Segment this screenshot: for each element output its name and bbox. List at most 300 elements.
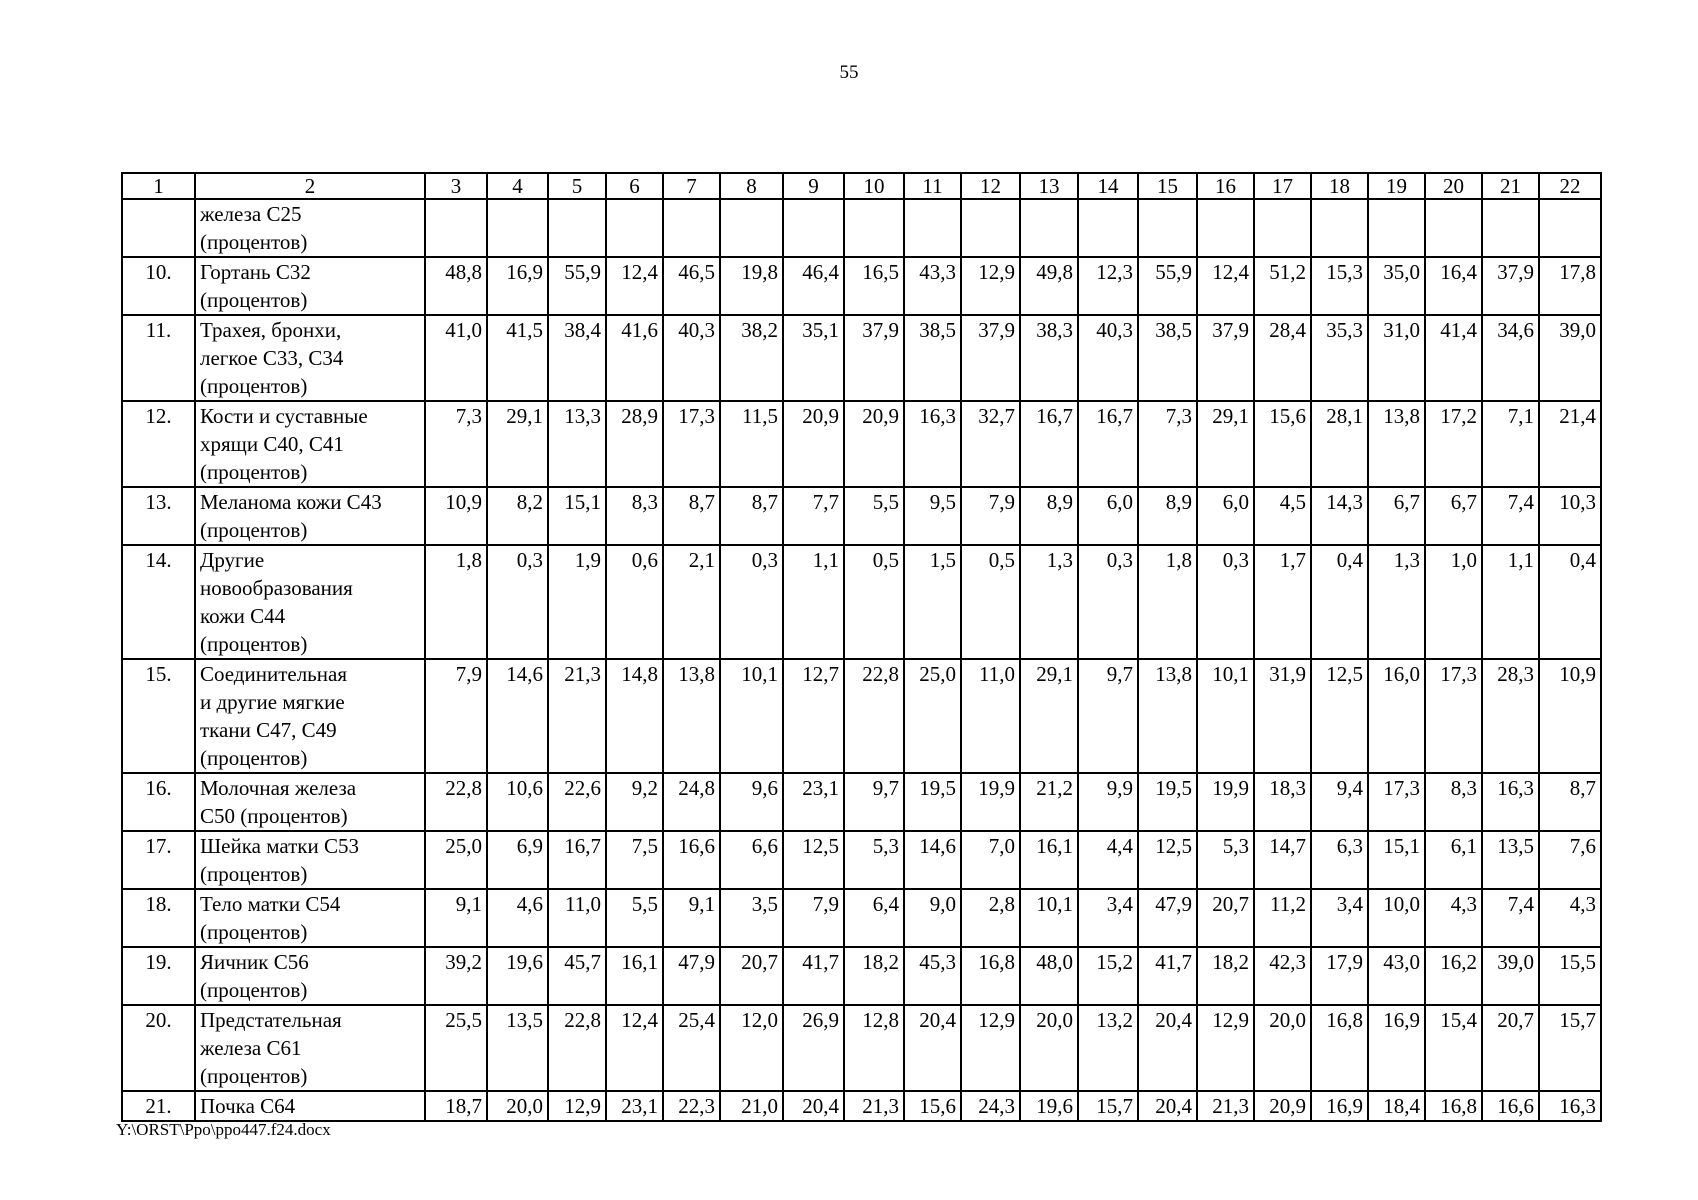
table-cell: 38,5 bbox=[904, 315, 961, 401]
table-cell: 24,8 bbox=[663, 773, 720, 831]
table-cell: 11,0 bbox=[961, 659, 1020, 773]
row-label-line: (процентов) bbox=[200, 518, 308, 542]
row-label-line: новообразования bbox=[200, 576, 353, 600]
row-number: 14. bbox=[122, 545, 195, 659]
table-row bbox=[122, 1091, 1601, 1121]
row-label-line: (процентов) bbox=[200, 230, 308, 254]
column-header: 6 bbox=[606, 173, 663, 199]
table-cell: 13,5 bbox=[487, 1005, 548, 1091]
table-cell: 6,7 bbox=[1425, 487, 1482, 545]
table-cell: 12,9 bbox=[961, 257, 1020, 315]
table-cell: 7,4 bbox=[1482, 487, 1539, 545]
table-cell: 0,3 bbox=[487, 545, 548, 659]
table-cell: 12,9 bbox=[548, 1091, 606, 1121]
row-label-line: Меланома кожи C43 bbox=[200, 490, 382, 514]
table-cell: 24,3 bbox=[961, 1091, 1020, 1121]
table-cell: 1,5 bbox=[904, 545, 961, 659]
table-cell: 19,9 bbox=[1197, 773, 1254, 831]
table-cell: 4,6 bbox=[487, 889, 548, 947]
table-cell: 16,7 bbox=[1020, 401, 1078, 487]
column-header: 15 bbox=[1138, 173, 1197, 199]
row-number: 19. bbox=[122, 947, 195, 1005]
row-label-line: (процентов) bbox=[200, 862, 308, 886]
table-cell: 8,7 bbox=[1539, 773, 1601, 831]
row-label-line: (процентов) bbox=[200, 632, 308, 656]
row-number: 13. bbox=[122, 487, 195, 545]
table-cell: 4,3 bbox=[1425, 889, 1482, 947]
table-cell: 15,1 bbox=[548, 487, 606, 545]
table-cell: 8,9 bbox=[1020, 487, 1078, 545]
table-row bbox=[122, 659, 1601, 773]
table-cell: 5,5 bbox=[844, 487, 904, 545]
table-row bbox=[122, 1005, 1601, 1091]
table-cell: 6,4 bbox=[844, 889, 904, 947]
table-cell: 10,1 bbox=[720, 659, 783, 773]
table-cell: 21,4 bbox=[1539, 401, 1601, 487]
row-label-line: легкое C33, C34 bbox=[200, 346, 344, 370]
table-cell: 16,3 bbox=[1539, 1091, 1601, 1121]
table-cell: 2,8 bbox=[961, 889, 1020, 947]
row-label bbox=[195, 401, 425, 487]
table-row bbox=[122, 545, 1601, 659]
table-cell: 19,5 bbox=[904, 773, 961, 831]
row-label-line: Соединительная bbox=[200, 662, 347, 686]
table-cell: 12,0 bbox=[720, 1005, 783, 1091]
table-cell: 48,8 bbox=[425, 257, 487, 315]
table-cell: 32,7 bbox=[961, 401, 1020, 487]
table-cell: 10,9 bbox=[1539, 659, 1601, 773]
table-cell: 8,7 bbox=[663, 487, 720, 545]
table-cell: 1,7 bbox=[1254, 545, 1311, 659]
column-header: 3 bbox=[425, 173, 487, 199]
table-cell: 19,6 bbox=[1020, 1091, 1078, 1121]
footer-file-path: Y:\ORST\Ppo\ppo447.f24.docx bbox=[116, 1120, 331, 1139]
table-cell: 19,8 bbox=[720, 257, 783, 315]
table-cell: 9,7 bbox=[1078, 659, 1138, 773]
column-header: 4 bbox=[487, 173, 548, 199]
table-cell: 16,9 bbox=[1311, 1091, 1368, 1121]
table-cell: 16,1 bbox=[606, 947, 663, 1005]
table-cell: 25,0 bbox=[425, 831, 487, 889]
table-row bbox=[122, 199, 1601, 257]
row-label-line: (процентов) bbox=[200, 746, 308, 770]
table-cell: 25,4 bbox=[663, 1005, 720, 1091]
table-cell: 16,4 bbox=[1425, 257, 1482, 315]
row-label bbox=[195, 199, 425, 257]
row-number: 12. bbox=[122, 401, 195, 487]
column-header: 21 bbox=[1482, 173, 1539, 199]
table-cell: 22,8 bbox=[425, 773, 487, 831]
table-cell: 10,0 bbox=[1368, 889, 1425, 947]
table-cell: 9,1 bbox=[663, 889, 720, 947]
row-label-line: Трахея, бронхи, bbox=[200, 318, 342, 342]
column-header: 13 bbox=[1020, 173, 1078, 199]
table-cell: 15,5 bbox=[1539, 947, 1601, 1005]
row-label-line: Почка C64 bbox=[200, 1094, 296, 1118]
row-label-line: Тело матки C54 bbox=[200, 892, 341, 916]
table-cell bbox=[783, 199, 844, 257]
table-cell: 18,2 bbox=[844, 947, 904, 1005]
table-row bbox=[122, 315, 1601, 401]
table-cell: 8,3 bbox=[1425, 773, 1482, 831]
table-cell: 15,6 bbox=[904, 1091, 961, 1121]
column-header: 1 bbox=[122, 173, 195, 199]
table-cell: 4,5 bbox=[1254, 487, 1311, 545]
table-cell: 1,8 bbox=[425, 545, 487, 659]
table-cell: 5,3 bbox=[1197, 831, 1254, 889]
table-cell: 45,3 bbox=[904, 947, 961, 1005]
table-cell: 4,3 bbox=[1539, 889, 1601, 947]
table-cell: 0,5 bbox=[844, 545, 904, 659]
table-cell: 16,8 bbox=[1425, 1091, 1482, 1121]
column-header: 11 bbox=[904, 173, 961, 199]
table-cell: 29,1 bbox=[1020, 659, 1078, 773]
table-cell: 55,9 bbox=[548, 257, 606, 315]
table-cell: 17,3 bbox=[663, 401, 720, 487]
table-cell: 39,0 bbox=[1482, 947, 1539, 1005]
table-cell: 21,3 bbox=[1197, 1091, 1254, 1121]
row-label bbox=[195, 1005, 425, 1091]
table-cell: 41,7 bbox=[783, 947, 844, 1005]
table-cell bbox=[1197, 199, 1254, 257]
table-cell: 13,3 bbox=[548, 401, 606, 487]
table-cell: 12,7 bbox=[783, 659, 844, 773]
table-cell bbox=[1539, 199, 1601, 257]
table-cell: 11,2 bbox=[1254, 889, 1311, 947]
table-cell: 23,1 bbox=[783, 773, 844, 831]
table-cell: 17,3 bbox=[1425, 659, 1482, 773]
table-cell: 55,9 bbox=[1138, 257, 1197, 315]
table-cell: 14,8 bbox=[606, 659, 663, 773]
table-cell: 37,9 bbox=[1482, 257, 1539, 315]
table-cell: 51,2 bbox=[1254, 257, 1311, 315]
row-label-line: Кости и суставные bbox=[200, 404, 368, 428]
table-cell: 16,7 bbox=[1078, 401, 1138, 487]
table-cell: 4,4 bbox=[1078, 831, 1138, 889]
row-label-line: хрящи C40, C41 bbox=[200, 432, 344, 456]
table-cell: 16,6 bbox=[663, 831, 720, 889]
table-cell: 7,4 bbox=[1482, 889, 1539, 947]
table-cell bbox=[720, 199, 783, 257]
column-header: 17 bbox=[1254, 173, 1311, 199]
table-cell bbox=[1020, 199, 1078, 257]
table-cell: 31,0 bbox=[1368, 315, 1425, 401]
row-label bbox=[195, 1091, 425, 1121]
table-cell: 22,8 bbox=[548, 1005, 606, 1091]
table-cell: 46,5 bbox=[663, 257, 720, 315]
row-label-line: железа C25 bbox=[200, 202, 302, 226]
column-header: 2 bbox=[195, 173, 425, 199]
table-cell bbox=[904, 199, 961, 257]
table-cell: 6,7 bbox=[1368, 487, 1425, 545]
table-cell: 0,3 bbox=[1197, 545, 1254, 659]
column-header: 22 bbox=[1539, 173, 1601, 199]
table-cell: 6,1 bbox=[1425, 831, 1482, 889]
table-cell bbox=[1482, 199, 1539, 257]
table-cell: 20,4 bbox=[1138, 1005, 1197, 1091]
table-cell: 16,3 bbox=[904, 401, 961, 487]
row-label bbox=[195, 947, 425, 1005]
table-cell: 28,3 bbox=[1482, 659, 1539, 773]
table-cell: 26,9 bbox=[783, 1005, 844, 1091]
row-label bbox=[195, 889, 425, 947]
table-cell: 7,7 bbox=[783, 487, 844, 545]
table-cell: 40,3 bbox=[1078, 315, 1138, 401]
table-cell: 20,9 bbox=[1254, 1091, 1311, 1121]
table-cell: 10,3 bbox=[1539, 487, 1601, 545]
table-cell: 10,1 bbox=[1197, 659, 1254, 773]
table-cell: 12,5 bbox=[1311, 659, 1368, 773]
row-number: 11. bbox=[122, 315, 195, 401]
column-header: 20 bbox=[1425, 173, 1482, 199]
table-cell: 0,4 bbox=[1539, 545, 1601, 659]
table-cell: 11,5 bbox=[720, 401, 783, 487]
row-label bbox=[195, 773, 425, 831]
table-cell: 12,4 bbox=[606, 257, 663, 315]
table-cell: 9,6 bbox=[720, 773, 783, 831]
table-cell: 20,4 bbox=[783, 1091, 844, 1121]
table-cell: 9,9 bbox=[1078, 773, 1138, 831]
table-cell: 22,3 bbox=[663, 1091, 720, 1121]
table-cell: 1,9 bbox=[548, 545, 606, 659]
table-cell: 7,3 bbox=[425, 401, 487, 487]
table-cell: 28,4 bbox=[1254, 315, 1311, 401]
table-cell: 16,0 bbox=[1368, 659, 1425, 773]
row-label-line: (процентов) bbox=[200, 978, 308, 1002]
table-cell: 1,0 bbox=[1425, 545, 1482, 659]
table-cell: 14,3 bbox=[1311, 487, 1368, 545]
table-cell: 6,9 bbox=[487, 831, 548, 889]
table-cell: 17,3 bbox=[1368, 773, 1425, 831]
table-row bbox=[122, 947, 1601, 1005]
table-cell: 18,7 bbox=[425, 1091, 487, 1121]
table-cell: 15,3 bbox=[1311, 257, 1368, 315]
row-label-line: Яичник C56 bbox=[200, 950, 309, 974]
table-cell: 15,6 bbox=[1254, 401, 1311, 487]
table-cell: 48,0 bbox=[1020, 947, 1078, 1005]
table-cell: 12,8 bbox=[844, 1005, 904, 1091]
table-cell: 43,3 bbox=[904, 257, 961, 315]
table-cell: 20,7 bbox=[720, 947, 783, 1005]
row-number: 10. bbox=[122, 257, 195, 315]
table-cell: 12,4 bbox=[1197, 257, 1254, 315]
table-cell bbox=[1425, 199, 1482, 257]
table-cell: 1,3 bbox=[1020, 545, 1078, 659]
table-cell: 35,0 bbox=[1368, 257, 1425, 315]
row-label-line: ткани C47, C49 bbox=[200, 718, 337, 742]
column-header: 9 bbox=[783, 173, 844, 199]
table-cell: 8,7 bbox=[720, 487, 783, 545]
row-label bbox=[195, 831, 425, 889]
table-cell: 13,5 bbox=[1482, 831, 1539, 889]
table-cell: 25,0 bbox=[904, 659, 961, 773]
table-cell: 16,9 bbox=[1368, 1005, 1425, 1091]
table-cell: 7,9 bbox=[961, 487, 1020, 545]
table-cell: 20,7 bbox=[1197, 889, 1254, 947]
table-cell: 1,1 bbox=[1482, 545, 1539, 659]
table-cell: 1,8 bbox=[1138, 545, 1197, 659]
table-header-row bbox=[122, 173, 1601, 199]
row-number: 17. bbox=[122, 831, 195, 889]
page-number: 55 bbox=[839, 62, 859, 83]
table-cell: 22,6 bbox=[548, 773, 606, 831]
table-cell: 45,7 bbox=[548, 947, 606, 1005]
table-cell: 5,5 bbox=[606, 889, 663, 947]
table-cell: 16,8 bbox=[961, 947, 1020, 1005]
table-cell: 10,9 bbox=[425, 487, 487, 545]
table-cell: 5,3 bbox=[844, 831, 904, 889]
table-cell: 20,0 bbox=[487, 1091, 548, 1121]
table-cell: 19,5 bbox=[1138, 773, 1197, 831]
table-cell: 21,3 bbox=[844, 1091, 904, 1121]
column-header: 19 bbox=[1368, 173, 1425, 199]
column-header: 8 bbox=[720, 173, 783, 199]
table-cell: 28,1 bbox=[1311, 401, 1368, 487]
table-cell: 20,9 bbox=[844, 401, 904, 487]
table-cell: 7,9 bbox=[783, 889, 844, 947]
table-cell bbox=[606, 199, 663, 257]
table-cell: 6,3 bbox=[1311, 831, 1368, 889]
table-cell: 7,3 bbox=[1138, 401, 1197, 487]
row-label-line: кожи C44 bbox=[200, 604, 286, 628]
table-cell: 16,2 bbox=[1425, 947, 1482, 1005]
table-row bbox=[122, 889, 1601, 947]
row-label-line: C50 (процентов) bbox=[200, 804, 348, 828]
column-header: 18 bbox=[1311, 173, 1368, 199]
table-cell: 20,0 bbox=[1020, 1005, 1078, 1091]
table-cell: 12,3 bbox=[1078, 257, 1138, 315]
table-cell: 12,5 bbox=[783, 831, 844, 889]
table-cell: 15,1 bbox=[1368, 831, 1425, 889]
table-cell: 0,3 bbox=[1078, 545, 1138, 659]
table-cell: 15,4 bbox=[1425, 1005, 1482, 1091]
table-cell: 13,8 bbox=[663, 659, 720, 773]
table-cell: 7,1 bbox=[1482, 401, 1539, 487]
table-cell: 38,5 bbox=[1138, 315, 1197, 401]
table-cell: 37,9 bbox=[961, 315, 1020, 401]
table-cell: 39,2 bbox=[425, 947, 487, 1005]
table-cell: 42,3 bbox=[1254, 947, 1311, 1005]
table-cell: 41,7 bbox=[1138, 947, 1197, 1005]
table-cell: 20,9 bbox=[783, 401, 844, 487]
table-cell: 18,4 bbox=[1368, 1091, 1425, 1121]
table-cell: 7,6 bbox=[1539, 831, 1601, 889]
table-cell: 12,5 bbox=[1138, 831, 1197, 889]
table-cell: 9,7 bbox=[844, 773, 904, 831]
row-label-line: (процентов) bbox=[200, 920, 308, 944]
table-cell: 0,6 bbox=[606, 545, 663, 659]
table-cell: 13,8 bbox=[1138, 659, 1197, 773]
table-cell: 34,6 bbox=[1482, 315, 1539, 401]
table-cell: 13,8 bbox=[1368, 401, 1425, 487]
table-cell: 41,5 bbox=[487, 315, 548, 401]
table-cell: 47,9 bbox=[663, 947, 720, 1005]
table-cell: 49,8 bbox=[1020, 257, 1078, 315]
column-header: 16 bbox=[1197, 173, 1254, 199]
table-cell: 9,4 bbox=[1311, 773, 1368, 831]
table-cell: 19,9 bbox=[961, 773, 1020, 831]
row-number: 15. bbox=[122, 659, 195, 773]
table-cell: 23,1 bbox=[606, 1091, 663, 1121]
table-cell: 16,3 bbox=[1482, 773, 1539, 831]
table-cell: 16,1 bbox=[1020, 831, 1078, 889]
table-cell: 10,6 bbox=[487, 773, 548, 831]
table-cell: 25,5 bbox=[425, 1005, 487, 1091]
table-cell: 20,4 bbox=[904, 1005, 961, 1091]
table-cell: 41,6 bbox=[606, 315, 663, 401]
table-cell: 8,2 bbox=[487, 487, 548, 545]
row-label-line: и другие мягкие bbox=[200, 690, 345, 714]
table-cell bbox=[425, 199, 487, 257]
table-cell bbox=[844, 199, 904, 257]
table-cell bbox=[1254, 199, 1311, 257]
table-cell: 15,2 bbox=[1078, 947, 1138, 1005]
table-cell bbox=[1311, 199, 1368, 257]
table-cell: 0,5 bbox=[961, 545, 1020, 659]
table-cell: 1,3 bbox=[1368, 545, 1425, 659]
row-label-line: (процентов) bbox=[200, 1064, 308, 1088]
table-cell: 1,1 bbox=[783, 545, 844, 659]
table-cell: 0,3 bbox=[720, 545, 783, 659]
table-cell: 38,4 bbox=[548, 315, 606, 401]
table-cell bbox=[961, 199, 1020, 257]
table-cell: 37,9 bbox=[844, 315, 904, 401]
table-cell: 16,6 bbox=[1482, 1091, 1539, 1121]
table-cell: 15,7 bbox=[1078, 1091, 1138, 1121]
table-cell: 40,3 bbox=[663, 315, 720, 401]
table-cell: 9,2 bbox=[606, 773, 663, 831]
table-row bbox=[122, 487, 1601, 545]
row-label-line: Предстательная bbox=[200, 1008, 342, 1032]
table-cell: 20,0 bbox=[1254, 1005, 1311, 1091]
table-cell: 0,4 bbox=[1311, 545, 1368, 659]
table-cell: 3,5 bbox=[720, 889, 783, 947]
table-cell bbox=[663, 199, 720, 257]
table-cell: 41,4 bbox=[1425, 315, 1482, 401]
table-cell: 29,1 bbox=[487, 401, 548, 487]
table-cell: 20,4 bbox=[1138, 1091, 1197, 1121]
table-cell bbox=[548, 199, 606, 257]
table-cell: 19,6 bbox=[487, 947, 548, 1005]
table-cell: 7,0 bbox=[961, 831, 1020, 889]
column-header: 14 bbox=[1078, 173, 1138, 199]
row-number: 16. bbox=[122, 773, 195, 831]
table-cell: 20,7 bbox=[1482, 1005, 1539, 1091]
column-header: 10 bbox=[844, 173, 904, 199]
row-label-line: Гортань C32 bbox=[200, 260, 311, 284]
table-cell: 18,2 bbox=[1197, 947, 1254, 1005]
table-cell: 17,9 bbox=[1311, 947, 1368, 1005]
table-cell: 3,4 bbox=[1078, 889, 1138, 947]
table-cell: 3,4 bbox=[1311, 889, 1368, 947]
row-label-line: (процентов) bbox=[200, 460, 308, 484]
table-cell: 7,9 bbox=[425, 659, 487, 773]
row-number: 18. bbox=[122, 889, 195, 947]
row-label-line: Шейка матки C53 bbox=[200, 834, 359, 858]
column-header: 12 bbox=[961, 173, 1020, 199]
table-row bbox=[122, 773, 1601, 831]
row-label-line: железа C61 bbox=[200, 1036, 302, 1060]
table-cell: 41,0 bbox=[425, 315, 487, 401]
table-cell bbox=[1138, 199, 1197, 257]
table-cell: 17,2 bbox=[1425, 401, 1482, 487]
table-cell: 2,1 bbox=[663, 545, 720, 659]
row-label-line: Молочная железа bbox=[200, 776, 357, 800]
row-label bbox=[195, 545, 425, 659]
column-header: 7 bbox=[663, 173, 720, 199]
table-row bbox=[122, 257, 1601, 315]
table-cell: 18,3 bbox=[1254, 773, 1311, 831]
